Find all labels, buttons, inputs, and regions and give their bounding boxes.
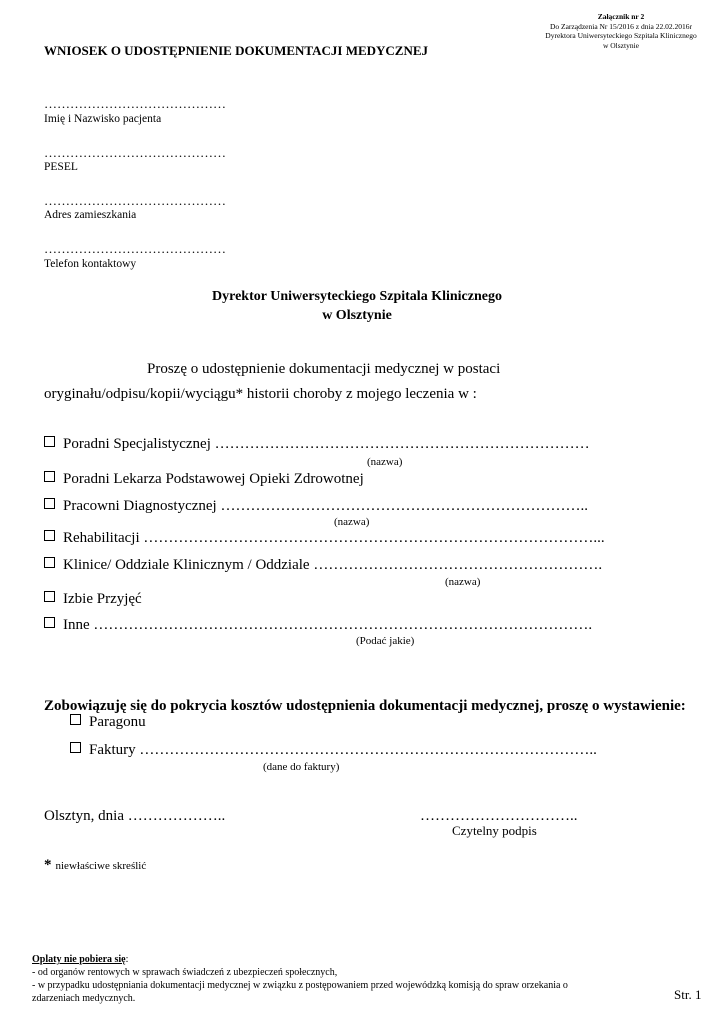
phone-label: Telefon kontaktowy [44, 258, 137, 270]
option-izba-przyjec[interactable] [44, 591, 142, 608]
checkbox[interactable] [44, 591, 55, 602]
option-text: Poradni Specjalistycznej ………………………………………………………………… [63, 436, 590, 452]
checkbox[interactable] [70, 714, 81, 725]
footnote-note [44, 856, 146, 874]
option-text: Rehabilitacji ………………………………………………………………………………... [63, 530, 605, 546]
address-dots[interactable]: …………………………………… [44, 193, 226, 208]
option-sub-nazwa: (nazwa) [367, 456, 403, 468]
patient-name-label: Imię i Nazwisko pacjenta [44, 113, 162, 125]
invoice-data-label: (dane do faktury) [263, 761, 340, 773]
place-date-field[interactable]: Olsztyn, dnia ……………….. [44, 808, 226, 824]
annex-line-3: w Olsztynie [602, 40, 640, 50]
option-faktura[interactable] [70, 742, 597, 759]
footer-heading: Oplaty nie pobiera się: [32, 954, 129, 965]
checkbox[interactable] [44, 471, 55, 482]
pesel-label: PESEL [44, 161, 78, 173]
option-klinika-oddzial[interactable] [44, 557, 602, 574]
option-sub-nazwa: (nazwa) [334, 516, 370, 528]
request-line-1: Proszę o udostępnienie dokumentacji medycznej w postaci [147, 361, 501, 377]
patient-name-dots[interactable]: …………………………………… [44, 96, 226, 111]
option-poradnia-poz[interactable] [44, 471, 364, 488]
costs-heading: Zobowiązuję się do pokrycia kosztów udostępnienia dokumentacji medycznej, proszę o wystawienie: [44, 698, 686, 714]
checkbox[interactable] [44, 530, 55, 541]
option-text: Faktury ……………………………………………………………………………….. [89, 742, 597, 758]
option-text: Pracowni Diagnostycznej ……………………………………………………………….. [63, 498, 588, 514]
footer-item-2: - w przypadku udostępniania dokumentacji medycznej w związku z postępowaniem przed wojewódzką komisją do spraw orzekania o [32, 980, 568, 991]
addressee-line-2: w Olsztynie [322, 308, 392, 323]
option-text: Inne ………………………………………………………………………………………. [63, 617, 593, 633]
option-paragon[interactable] [70, 714, 146, 731]
option-text: Paragonu [89, 714, 146, 730]
option-rehabilitacja[interactable] [44, 530, 605, 547]
checkbox[interactable] [70, 742, 81, 753]
asterisk: * [44, 857, 52, 873]
checkbox[interactable] [44, 436, 55, 447]
option-sub-nazwa: (nazwa) [445, 576, 481, 588]
option-poradnia-specjalistyczna[interactable] [44, 436, 590, 453]
address-label: Adres zamieszkania [44, 209, 137, 221]
option-text: Poradni Lekarza Podstawowej Opieki Zdrowotnej [63, 471, 364, 487]
option-text: Klinice/ Oddziale Klinicznym / Oddziale …………………………………………………. [63, 557, 603, 573]
addressee-line-1: Dyrektor Uniwersyteckiego Szpitala Klinicznego [212, 289, 502, 304]
request-line-2: oryginału/odpisu/kopii/wyciągu* historii choroby z mojego leczenia w : [44, 386, 477, 402]
footer-item-1: - od organów rentowych w sprawach świadczeń z ubezpieczeń społecznych, [32, 967, 338, 978]
footer-block [32, 953, 568, 1005]
option-inne[interactable] [44, 617, 592, 634]
footer-item-3: zdarzeniach medycznych. [32, 993, 136, 1004]
checkbox[interactable] [44, 557, 55, 568]
document-title: WNIOSEK O UDOSTĘPNIENIE DOKUMENTACJI MEDYCZNEJ [44, 43, 429, 58]
signature-label: Czytelny podpis [452, 823, 537, 838]
pesel-dots[interactable]: …………………………………… [44, 145, 226, 160]
phone-dots[interactable]: …………………………………… [44, 241, 226, 256]
option-sub-podac-jakie: (Podać jakie) [356, 635, 415, 647]
page-number: Str. 1 [674, 987, 702, 1002]
annex-block [526, 12, 716, 50]
note-text: niewłaściwe skreślić [55, 860, 147, 872]
checkbox[interactable] [44, 617, 55, 628]
signature-dots[interactable]: ………………………….. [420, 808, 578, 824]
annex-line-2: Dyrektora Uniwersyteckiego Szpitala Klinicznego [545, 31, 697, 40]
checkbox[interactable] [44, 498, 55, 509]
option-pracownia-diagnostyczna[interactable] [44, 498, 588, 515]
annex-line-1: Do Zarządzenia Nr 15/2016 z dnia 22.02.2016r [549, 21, 693, 31]
annex-label: Załącznik nr 2 [597, 12, 645, 21]
option-text: Izbie Przyjęć [63, 591, 142, 607]
